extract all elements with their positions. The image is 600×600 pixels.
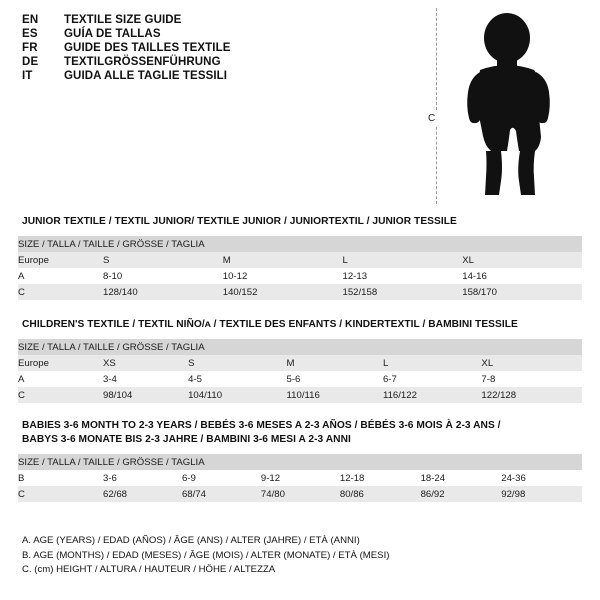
cell-value: 6-9	[182, 470, 261, 486]
table-row	[18, 252, 582, 268]
legend-line-b: B. AGE (MONTHS) / EDAD (MESES) / ÂGE (MOIS) / ALTER (MONATE) / ETÀ (MESI)	[22, 549, 390, 561]
cell-value: 3-4	[103, 371, 188, 387]
cell-value: 6-7	[383, 371, 481, 387]
table-row	[18, 486, 582, 502]
table-header-row	[18, 236, 582, 252]
cell-size-s: S	[188, 355, 286, 371]
measurement-figure	[422, 8, 582, 208]
language-row-fr	[22, 42, 442, 54]
height-guide-line	[436, 8, 437, 204]
table-row	[18, 284, 582, 300]
cell-row-label: A	[18, 371, 103, 387]
cell-row-label: A	[18, 268, 103, 284]
cell-value: 152/158	[343, 284, 463, 300]
cell-value: 104/110	[188, 387, 286, 403]
cell-value: 86/92	[421, 486, 502, 502]
cell-value: 24-36	[501, 470, 582, 486]
cell-value: 12-13	[343, 268, 463, 284]
cell-value: 5-6	[287, 371, 383, 387]
cell-value: 12-18	[340, 470, 421, 486]
height-measure-label: C	[428, 113, 436, 124]
table-header-label: SIZE / TALLA / TAILLE / GRÖSSE / TAGLIA	[18, 236, 582, 252]
table-header-row	[18, 339, 582, 355]
cell-size-s: S	[103, 252, 223, 268]
language-row-it	[22, 70, 442, 82]
cell-region-label: Europe	[18, 355, 103, 371]
table-children	[18, 339, 582, 403]
cell-value: 158/170	[462, 284, 582, 300]
cell-row-label: B	[18, 470, 103, 486]
cell-size-l: L	[343, 252, 463, 268]
language-title: TEXTILGRÖSSENFÜHRUNG	[64, 56, 221, 68]
legend-block	[22, 534, 582, 578]
cell-value: 140/152	[223, 284, 343, 300]
cell-row-label: C	[18, 387, 103, 403]
cell-row-label: C	[18, 284, 103, 300]
cell-size-xs: XS	[103, 355, 188, 371]
language-row-en	[22, 14, 442, 26]
table-row	[18, 387, 582, 403]
cell-size-xl: XL	[462, 252, 582, 268]
table-babies	[18, 454, 582, 502]
language-code: DE	[22, 56, 39, 68]
cell-value: 116/122	[383, 387, 481, 403]
cell-value: 9-12	[261, 470, 340, 486]
cell-size-l: L	[383, 355, 481, 371]
cell-value: 4-5	[188, 371, 286, 387]
cell-value: 8-10	[103, 268, 223, 284]
cell-size-xl: XL	[481, 355, 582, 371]
cell-value: 18-24	[421, 470, 502, 486]
language-code: EN	[22, 14, 39, 26]
child-silhouette-icon	[450, 12, 570, 204]
table-row	[18, 470, 582, 486]
language-row-de	[22, 56, 442, 68]
cell-value: 10-12	[223, 268, 343, 284]
table-header-label: SIZE / TALLA / TAILLE / GRÖSSE / TAGLIA	[18, 454, 582, 470]
legend-line-a: A. AGE (YEARS) / EDAD (AÑOS) / ÂGE (ANS) / ALTER (JAHRE) / ETÀ (ANNI)	[22, 535, 360, 546]
language-title: GUIDA ALLE TAGLIE TESSILI	[64, 70, 228, 82]
language-title: TEXTILE SIZE GUIDE	[64, 14, 182, 26]
language-row-es	[22, 28, 442, 40]
cell-value: 62/68	[103, 486, 182, 502]
section-title-babies-line2: BABYS 3-6 MONATE BIS 2-3 JAHRE / BAMBINI 3-6 MESI A 2-3 ANNI	[22, 434, 351, 445]
section-title-children: CHILDREN'S TEXTILE / TEXTIL NIÑO/ᴀ / TEXTILE DES ENFANTS / KINDERTEXTIL / BAMBINI TESSILE	[22, 319, 518, 330]
table-junior	[18, 236, 582, 300]
cell-value: 74/80	[261, 486, 340, 502]
cell-size-m: M	[223, 252, 343, 268]
table-row	[18, 268, 582, 284]
cell-value: 14-16	[462, 268, 582, 284]
language-title: GUÍA DE TALLAS	[64, 28, 161, 40]
cell-value: 3-6	[103, 470, 182, 486]
cell-value: 128/140	[103, 284, 223, 300]
cell-size-m: M	[287, 355, 383, 371]
cell-value: 110/116	[287, 387, 383, 403]
cell-row-label: C	[18, 486, 103, 502]
legend-line-c: C. (cm) HEIGHT / ALTURA / HAUTEUR / HÖHE / ALTEZZA	[22, 564, 276, 575]
cell-value: 68/74	[182, 486, 261, 502]
language-title-block	[22, 14, 442, 84]
cell-region-label: Europe	[18, 252, 103, 268]
section-title-junior: JUNIOR TEXTILE / TEXTIL JUNIOR/ TEXTILE JUNIOR / JUNIORTEXTIL / JUNIOR TESSILE	[22, 216, 457, 227]
table-row	[18, 371, 582, 387]
cell-value: 80/86	[340, 486, 421, 502]
language-code: IT	[22, 70, 33, 82]
cell-value: 92/98	[501, 486, 582, 502]
section-title-babies-line1: BABIES 3-6 MONTH TO 2-3 YEARS / BEBÉS 3-6 MESES A 2-3 AÑOS / BÉBÉS 3-6 MOIS À 2-3 ANS /	[22, 420, 501, 431]
cell-value: 122/128	[481, 387, 582, 403]
language-code: FR	[22, 42, 38, 54]
language-title: GUIDE DES TAILLES TEXTILE	[64, 42, 231, 54]
cell-value: 98/104	[103, 387, 188, 403]
cell-value: 7-8	[481, 371, 582, 387]
language-code: ES	[22, 28, 38, 40]
table-header-row	[18, 454, 582, 470]
table-header-label: SIZE / TALLA / TAILLE / GRÖSSE / TAGLIA	[18, 339, 582, 355]
table-row	[18, 355, 582, 371]
